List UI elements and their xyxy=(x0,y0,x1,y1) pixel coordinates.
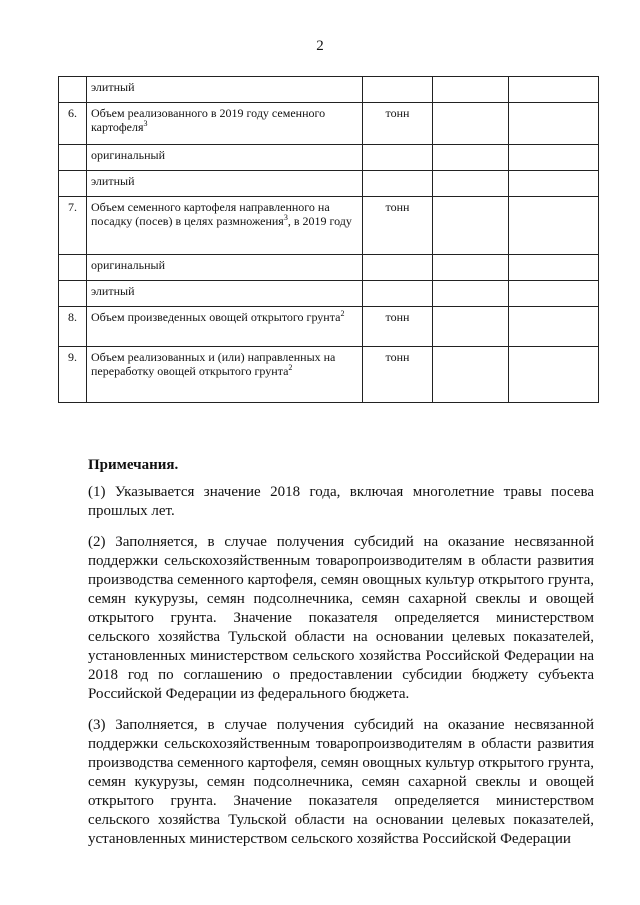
row-unit xyxy=(363,281,433,307)
row-number xyxy=(59,255,87,281)
row-number: 6. xyxy=(59,103,87,145)
row-label-text: оригинальный xyxy=(91,148,165,162)
row-label-text: Объем произведенных овощей открытого грунта xyxy=(91,310,341,324)
row-number: 8. xyxy=(59,307,87,347)
footnote-ref: 2 xyxy=(340,309,345,318)
row-number: 7. xyxy=(59,197,87,255)
row-label-text: элитный xyxy=(91,284,135,298)
row-label-text: элитный xyxy=(91,80,135,94)
row-label-text: оригинальный xyxy=(91,258,165,272)
table-row xyxy=(59,197,599,255)
value-cell xyxy=(509,103,599,145)
value-cell xyxy=(509,347,599,403)
notes-section xyxy=(88,456,594,861)
note-1: (1) Указывается значение 2018 года, включая многолетние травы посева прошлых лет. xyxy=(88,484,594,519)
value-cell xyxy=(433,171,509,197)
table-row xyxy=(59,77,599,103)
row-number xyxy=(59,281,87,307)
row-label xyxy=(87,171,363,197)
value-cell xyxy=(509,281,599,307)
table-row xyxy=(59,347,599,403)
row-label xyxy=(87,197,363,255)
row-number xyxy=(59,145,87,171)
row-label-text: элитный xyxy=(91,174,135,188)
table-row xyxy=(59,171,599,197)
note-2: (2) Заполняется, в случае получения субсидий на оказание несвязанной поддержки сельскохозяйственным товаропроизводителям в области развития производства семенного картофеля, семян овощных культур открытого грунта, семян кукурузы, семян подсолнечника, семян сахарной свеклы и овощей открытого грунта. Значение показателя определяется министерством сельского хозяйства Тульской области на основании целевых показателей, установленных министерством сельского хозяйства Российской Федерации на 2018 год по соглашению о предоставлении субсидии бюджету субъекта Российской Федерации из федерального бюджета. xyxy=(88,534,594,702)
value-cell xyxy=(433,103,509,145)
row-unit xyxy=(363,145,433,171)
row-number xyxy=(59,77,87,103)
row-label-text: Объем реализованных и (или) направленных на переработку овощей открытого грунта xyxy=(91,350,336,378)
value-cell xyxy=(433,281,509,307)
value-cell xyxy=(433,307,509,347)
row-label xyxy=(87,145,363,171)
value-cell xyxy=(509,255,599,281)
row-unit xyxy=(363,171,433,197)
value-cell xyxy=(509,77,599,103)
indicators-table xyxy=(58,76,599,403)
row-unit: тонн xyxy=(363,307,433,347)
table-row xyxy=(59,281,599,307)
row-unit: тонн xyxy=(363,347,433,403)
table-row xyxy=(59,307,599,347)
table-row xyxy=(59,103,599,145)
row-label xyxy=(87,103,363,145)
value-cell xyxy=(433,77,509,103)
value-cell xyxy=(509,171,599,197)
notes-title: Примечания. xyxy=(88,457,179,473)
value-cell xyxy=(509,197,599,255)
value-cell xyxy=(433,347,509,403)
footnote-ref: 3 xyxy=(283,213,288,222)
row-label xyxy=(87,347,363,403)
row-unit xyxy=(363,255,433,281)
row-label xyxy=(87,255,363,281)
value-cell xyxy=(509,307,599,347)
value-cell xyxy=(509,145,599,171)
row-label xyxy=(87,307,363,347)
table-row xyxy=(59,255,599,281)
row-number: 9. xyxy=(59,347,87,403)
value-cell xyxy=(433,145,509,171)
row-label-suffix: , в 2019 году xyxy=(287,214,352,228)
row-label-text: Объем семенного картофеля направленного на посадку (посев) в целях размножения xyxy=(91,200,330,228)
row-label xyxy=(87,77,363,103)
row-number xyxy=(59,171,87,197)
row-label xyxy=(87,281,363,307)
value-cell xyxy=(433,255,509,281)
row-label-text: Объем реализованного в 2019 году семенного картофеля xyxy=(91,106,326,134)
note-3: (3) Заполняется, в случае получения субсидий на оказание несвязанной поддержки сельскохозяйственным товаропроизводителям в области развития производства семенного картофеля, семян овощных культур открытого грунта, семян кукурузы, семян подсолнечника, семян сахарной свеклы и овощей открытого грунта. Значение показателя определяется министерством сельского хозяйства Тульской области на основании целевых показателей, установленных министерством сельского хозяйства Российской Федерации xyxy=(88,717,594,847)
table-row xyxy=(59,145,599,171)
row-unit: тонн xyxy=(363,197,433,255)
footnote-ref: 2 xyxy=(288,363,293,372)
value-cell xyxy=(433,197,509,255)
page-number: 2 xyxy=(316,38,324,54)
row-unit xyxy=(363,77,433,103)
footnote-ref: 3 xyxy=(143,119,148,128)
row-unit: тонн xyxy=(363,103,433,145)
